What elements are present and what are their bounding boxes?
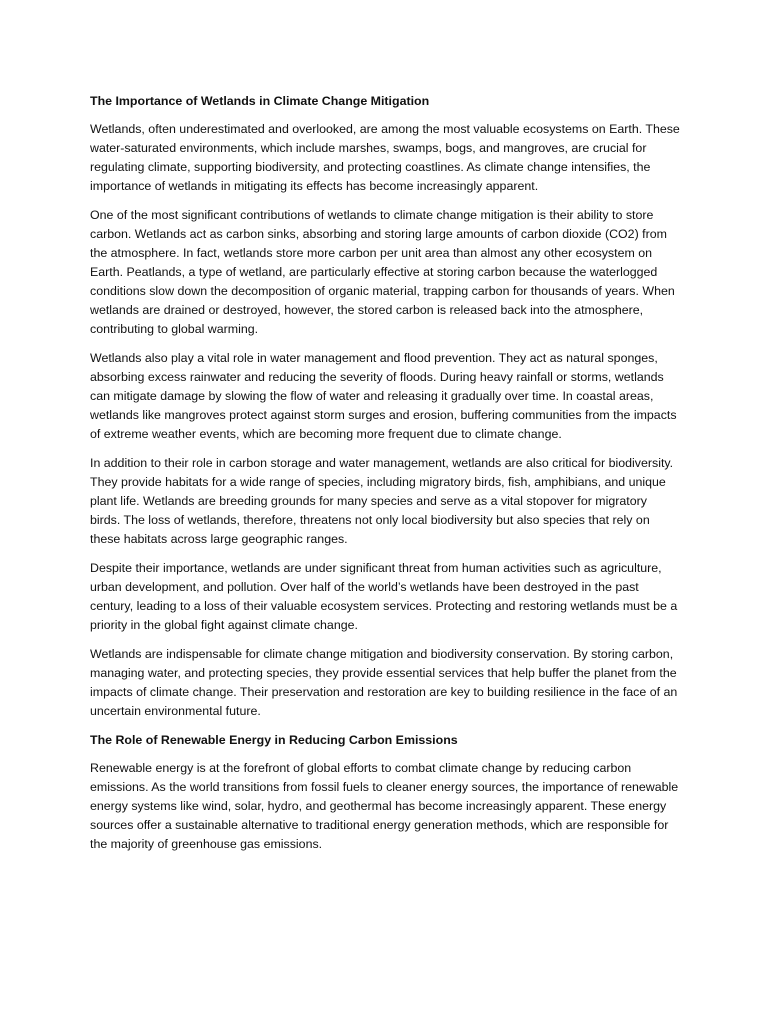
paragraph: In addition to their role in carbon storage and water management, wetlands are also critical for biodiversity. They provide habitats for a wide range of species, including migratory birds, fish, amphibians, and unique plant life. Wetlands are breeding grounds for many species and serve as a vital stopover for migratory birds. The loss of wetlands, therefore, threatens not only local biodiversity but also species that rely on these habitats across large geographic ranges.: [90, 456, 674, 546]
paragraph: One of the most significant contributions of wetlands to climate change mitigation is their ability to store carbon. Wetlands act as carbon sinks, absorbing and storing large amounts of carbon dioxide (CO2) from the atmosphere. In fact, wetlands store more carbon per unit area than almost any other ecosystem on Earth. Peatlands, a type of wetland, are particularly effective at storing carbon because the waterlogged conditions slow down the decomposition of organic material, trapping carbon for thousands of years. When wetlands are drained or destroyed, however, the stored carbon is released back into the atmosphere, contributing to global warming.: [90, 208, 675, 336]
paragraph: Wetlands, often underestimated and overlooked, are among the most valuable ecosystems on Earth. These water-saturated environments, which include marshes, swamps, bogs, and mangroves, are crucial for regulating climate, supporting biodiversity, and protecting coastlines. As climate change intensifies, the importance of wetlands in mitigating its effects has become increasingly apparent.: [90, 122, 680, 193]
section-renewable-energy: [90, 731, 680, 854]
paragraph: Renewable energy is at the forefront of global efforts to combat climate change by reducing carbon emissions. As the world transitions from fossil fuels to cleaner energy sources, the importance of renewable energy systems like wind, solar, hydro, and geothermal has become increasingly apparent. These energy sources offer a sustainable alternative to traditional energy generation methods, which are responsible for the majority of greenhouse gas emissions.: [90, 761, 679, 851]
section-heading: The Importance of Wetlands in Climate Change Mitigation: [90, 94, 430, 108]
paragraph: Despite their importance, wetlands are under significant threat from human activities such as agriculture, urban development, and pollution. Over half of the world’s wetlands have been destroyed in the past century, leading to a loss of their valuable ecosystem services. Protecting and restoring wetlands must be a priority in the global fight against climate change.: [90, 561, 678, 632]
paragraph: Wetlands are indispensable for climate change mitigation and biodiversity conservation. By storing carbon, managing water, and protecting species, they provide essential services that help buffer the planet from the impacts of climate change. Their preservation and restoration are key to building resilience in the face of an uncertain environmental future.: [90, 647, 678, 718]
section-wetlands: [90, 92, 680, 721]
paragraph: Wetlands also play a vital role in water management and flood prevention. They act as natural sponges, absorbing excess rainwater and reducing the severity of floods. During heavy rainfall or storms, wetlands can mitigate damage by slowing the flow of water and releasing it gradually over time. In coastal areas, wetlands like mangroves protect against storm surges and erosion, buffering communities from the impacts of extreme weather events, which are becoming more frequent due to climate change.: [90, 351, 677, 441]
section-heading: The Role of Renewable Energy in Reducing Carbon Emissions: [90, 733, 458, 747]
